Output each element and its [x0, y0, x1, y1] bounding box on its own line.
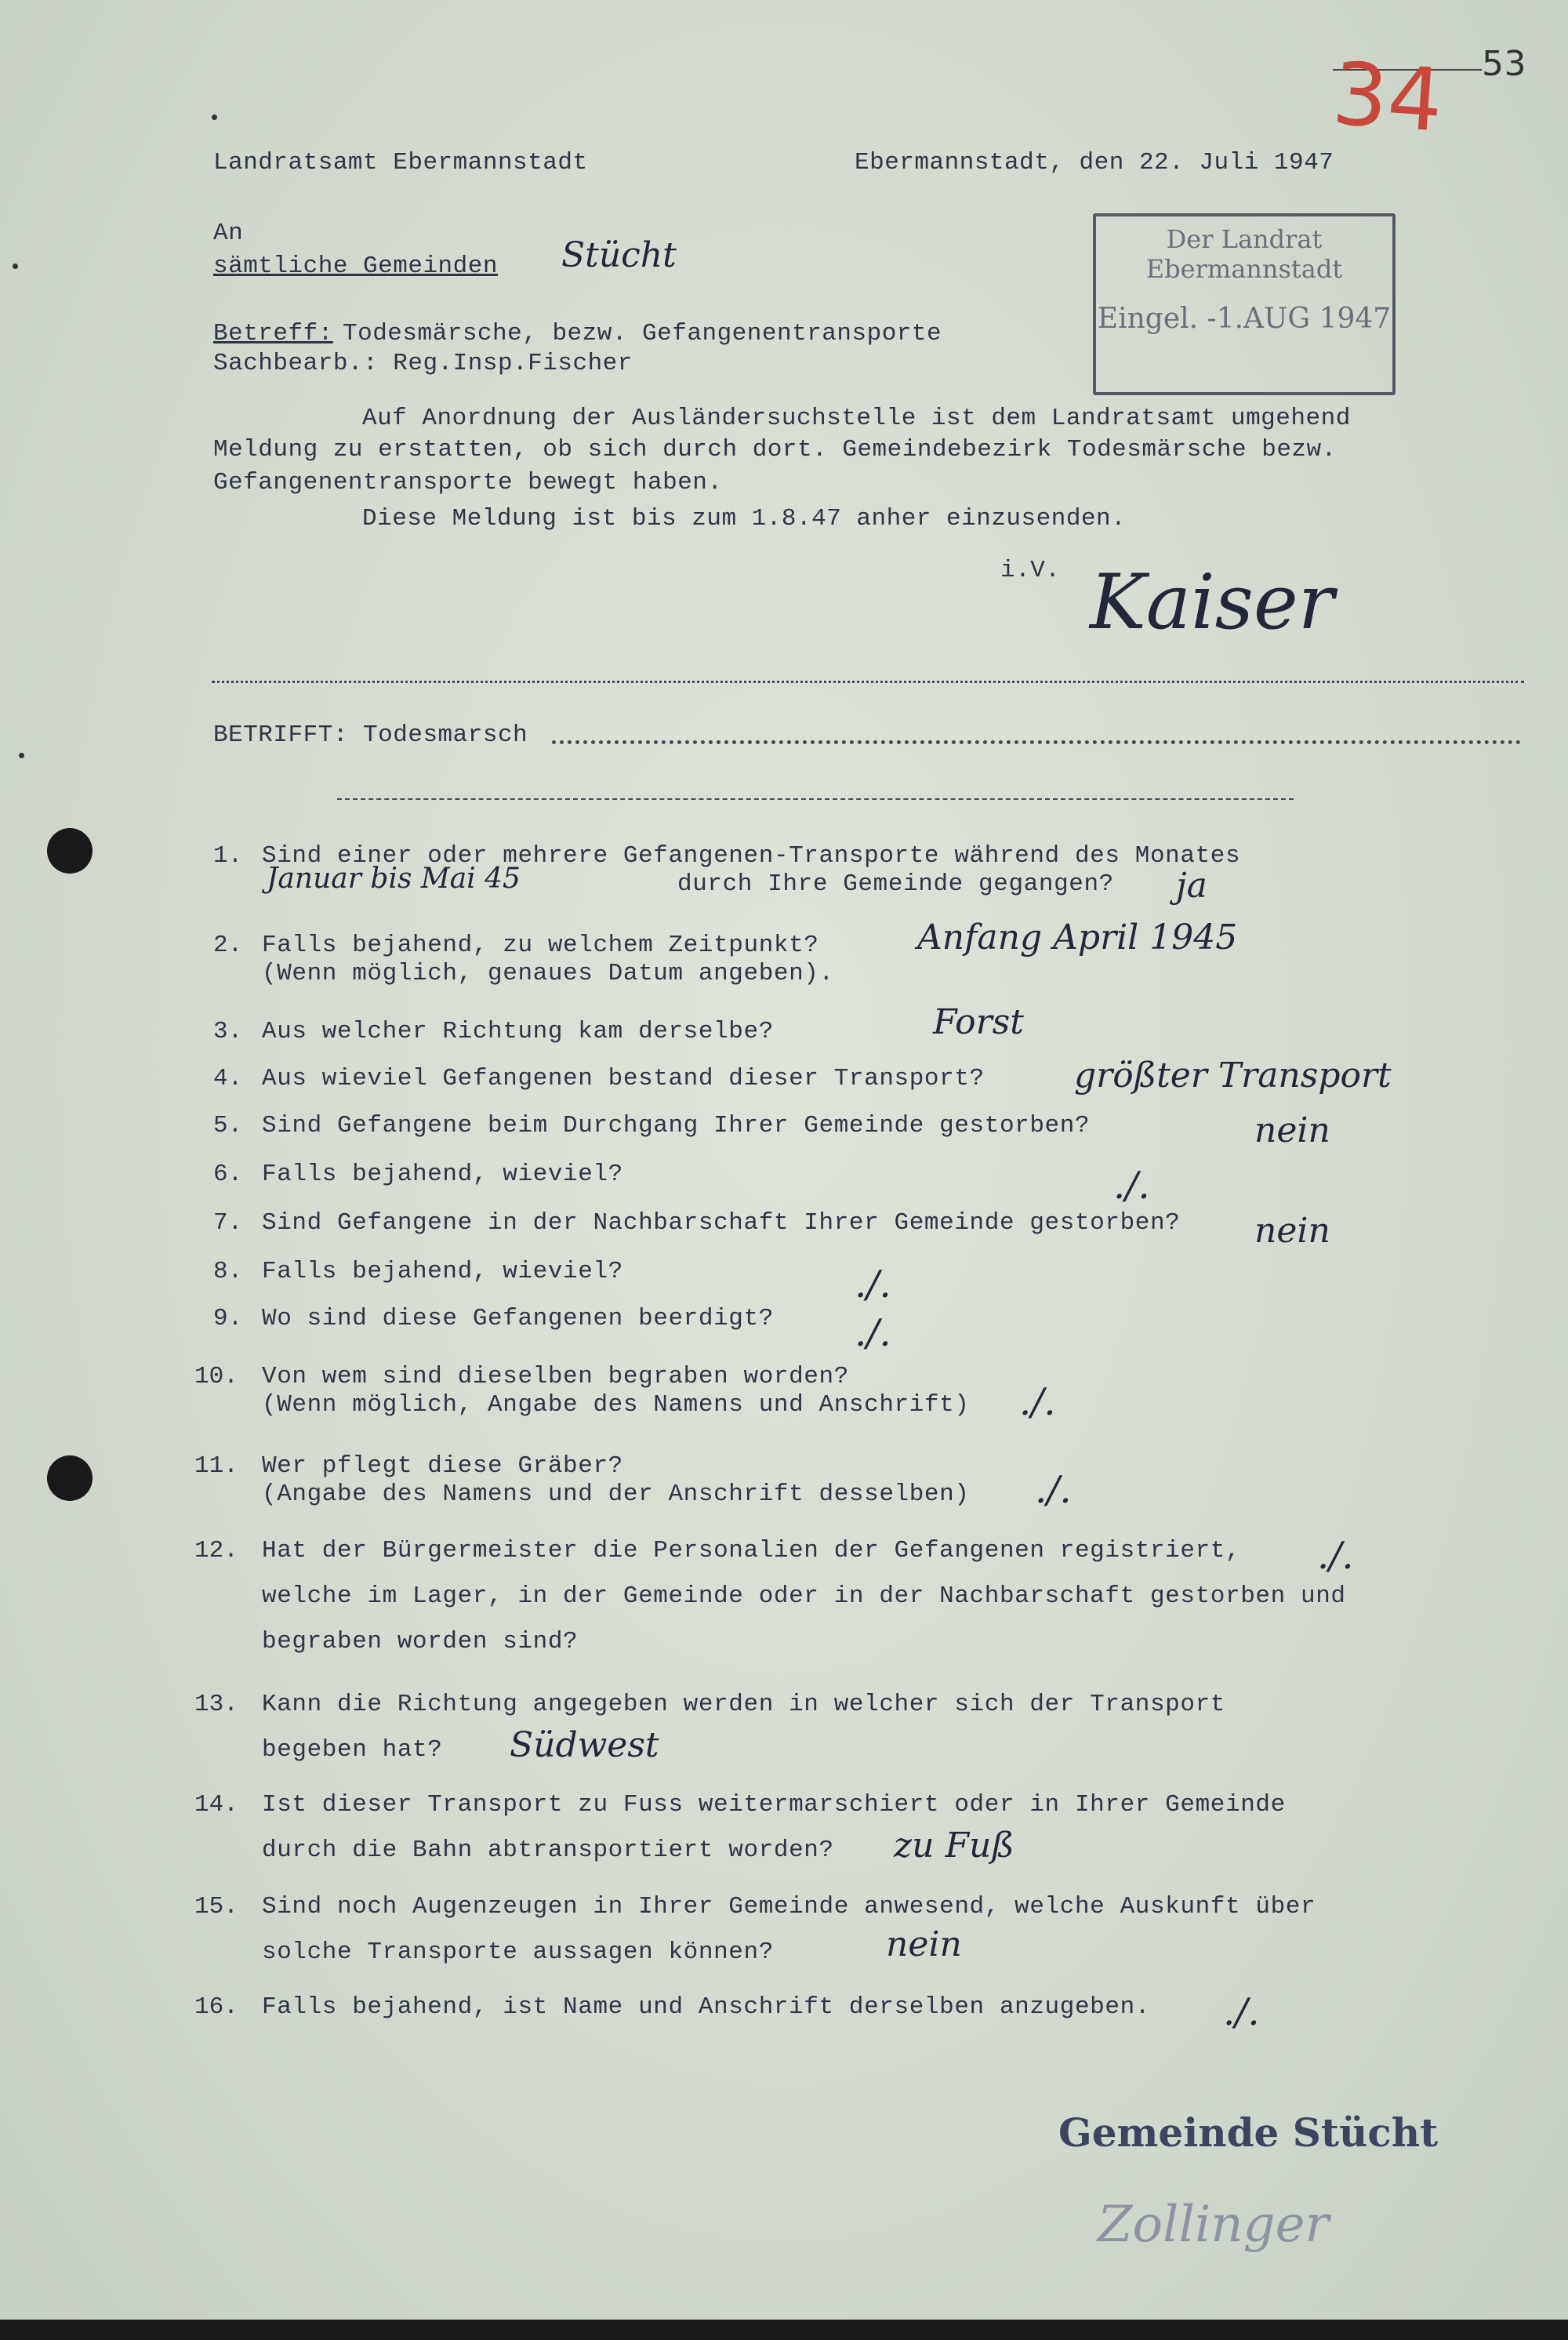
municipal-stamp: Gemeinde Stücht — [1058, 2109, 1439, 2156]
question-number: 4. — [213, 1065, 243, 1092]
question-text: durch Ihre Gemeinde gegangen? — [677, 870, 1114, 898]
question-number: 5. — [213, 1112, 243, 1139]
handwritten-place: Stücht — [561, 235, 677, 275]
body-line-1: Auf Anordnung der Ausländersuchstelle ist dem Landratsamt umgehend — [362, 405, 1351, 432]
handwritten-answer: nein — [1254, 1211, 1330, 1251]
question-text: Von wem sind dieselben begraben worden? — [262, 1363, 849, 1390]
question-text: Falls bejahend, zu welchem Zeitpunkt? — [262, 932, 819, 959]
mayor-signature: Zollinger — [1098, 2196, 1330, 2254]
question-number: 2. — [213, 932, 243, 959]
question-text: Sind einer oder mehrere Gefangenen-Transporte während des Monates — [262, 842, 1241, 870]
handwritten-answer: größter Transport — [1074, 1056, 1392, 1096]
received-stamp — [1093, 213, 1396, 395]
punch-hole-bottom — [47, 1455, 93, 1501]
handwritten-answer: Forst — [933, 1002, 1024, 1042]
question-text: Falls bejahend, ist Name und Anschrift derselben anzugeben. — [262, 1993, 1150, 2021]
paper-speck — [19, 753, 24, 758]
question-number: 9. — [213, 1305, 243, 1332]
handwritten-answer: ./. — [855, 1311, 891, 1355]
handwritten-months: Januar bis Mai 45 — [267, 863, 521, 895]
betrifft-dots — [552, 740, 1521, 744]
question-text: Hat der Bürgermeister die Personalien der Gefangenen registriert, — [262, 1537, 1241, 1564]
question-text: Sind noch Augenzeugen in Ihrer Gemeinde anwesend, welche Auskunft über — [262, 1893, 1316, 1920]
question-text: begraben worden sind? — [262, 1628, 579, 1655]
question-number: 10. — [194, 1363, 238, 1390]
punch-hole-top — [47, 828, 93, 874]
iv-label: i.V. — [1000, 557, 1061, 584]
handwritten-answer: ./. — [1223, 1990, 1260, 2034]
stamp-line-3: Eingel. -1.AUG 1947 — [1097, 303, 1392, 335]
sender-office: Landratsamt Ebermannstadt — [213, 149, 588, 176]
question-number: 7. — [213, 1209, 243, 1237]
question-text: Falls bejahend, wieviel? — [262, 1161, 623, 1188]
subject-text: Todesmärsche, bezw. Gefangenentransporte — [343, 320, 942, 347]
question-text: Sind Gefangene in der Nachbarschaft Ihrer Gemeinde gestorben? — [262, 1209, 1181, 1237]
stamp-line-2: Ebermannstadt — [1145, 254, 1343, 284]
question-text: durch die Bahn abtransportiert worden? — [262, 1837, 834, 1864]
question-number: 6. — [213, 1161, 243, 1188]
question-text: welche im Lager, in der Gemeinde oder in der Nachbarschaft gestorben und — [262, 1582, 1346, 1610]
handwritten-answer: nein — [886, 1924, 962, 1964]
question-text: Wo sind diese Gefangenen beerdigt? — [262, 1305, 774, 1332]
question-text: begeben hat? — [262, 1736, 443, 1764]
betrifft-line: BETRIFFT: Todesmarsch — [213, 721, 528, 749]
red-archive-mark: 34 — [1329, 43, 1446, 151]
question-number: 15. — [194, 1893, 238, 1920]
separator-top — [212, 681, 1524, 683]
paper-speck — [13, 263, 18, 269]
handwritten-answer: Südwest — [510, 1725, 659, 1765]
clerk-line: Sachbearb.: Reg.Insp.Fischer — [213, 350, 633, 377]
question-text: Ist dieser Transport zu Fuss weitermarschiert oder in Ihrer Gemeinde — [262, 1791, 1286, 1819]
question-number: 16. — [194, 1993, 238, 2021]
question-text: Aus wieviel Gefangenen bestand dieser Transport? — [262, 1065, 985, 1092]
handwritten-answer: nein — [1254, 1110, 1330, 1150]
binding-edge — [0, 2320, 1568, 2340]
handwritten-answer: ./. — [1035, 1468, 1072, 1512]
question-number: 13. — [194, 1691, 238, 1718]
question-number: 8. — [213, 1258, 243, 1285]
body-line-2: Meldung zu erstatten, ob sich durch dort. Gemeindebezirk Todesmärsche bezw. — [213, 436, 1337, 463]
paper-speck — [212, 114, 217, 120]
question-number: 12. — [194, 1537, 238, 1564]
body-line-3: Gefangenentransporte bewegt haben. — [213, 469, 723, 496]
question-number: 11. — [194, 1452, 238, 1480]
question-number: 1. — [213, 842, 243, 870]
subject-label: Betreff: — [213, 320, 333, 347]
handwritten-answer: Anfang April 1945 — [917, 917, 1238, 957]
date-line: Ebermannstadt, den 22. Juli 1947 — [855, 149, 1334, 176]
question-text: (Wenn möglich, genaues Datum angeben). — [262, 960, 834, 987]
handwritten-answer: zu Fuß — [894, 1826, 1014, 1866]
question-text: Aus welcher Richtung kam derselbe? — [262, 1018, 774, 1045]
question-text: solche Transporte aussagen können? — [262, 1938, 774, 1966]
question-text: Falls bejahend, wieviel? — [262, 1258, 623, 1285]
separator-bottom — [337, 798, 1294, 800]
handwritten-answer: ./. — [1317, 1534, 1354, 1578]
handwritten-answer: ./. — [1113, 1164, 1150, 1208]
handwritten-answer: ./. — [1019, 1380, 1056, 1424]
handwritten-answer: ja — [1176, 866, 1207, 906]
addressee-to: sämtliche Gemeinden — [213, 253, 498, 280]
question-text: (Wenn möglich, Angabe des Namens und Anschrift) — [262, 1391, 970, 1419]
question-text: Wer pflegt diese Gräber? — [262, 1452, 623, 1480]
question-text: Kann die Richtung angegeben werden in welcher sich der Transport — [262, 1691, 1225, 1718]
signature-kaiser: Kaiser — [1090, 558, 1334, 646]
handwritten-answer: ./. — [855, 1263, 891, 1306]
question-text: Sind Gefangene beim Durchgang Ihrer Gemeinde gestorben? — [262, 1112, 1091, 1139]
question-number: 14. — [194, 1791, 238, 1819]
question-number: 3. — [213, 1018, 243, 1045]
question-text: (Angabe des Namens und der Anschrift desselben) — [262, 1481, 970, 1508]
page-number: 53 — [1482, 44, 1526, 84]
stamp-line-1: Der Landrat — [1166, 224, 1323, 254]
body-line-4: Diese Meldung ist bis zum 1.8.47 anher einzusenden. — [362, 505, 1127, 532]
addressee-an: An — [213, 220, 244, 247]
